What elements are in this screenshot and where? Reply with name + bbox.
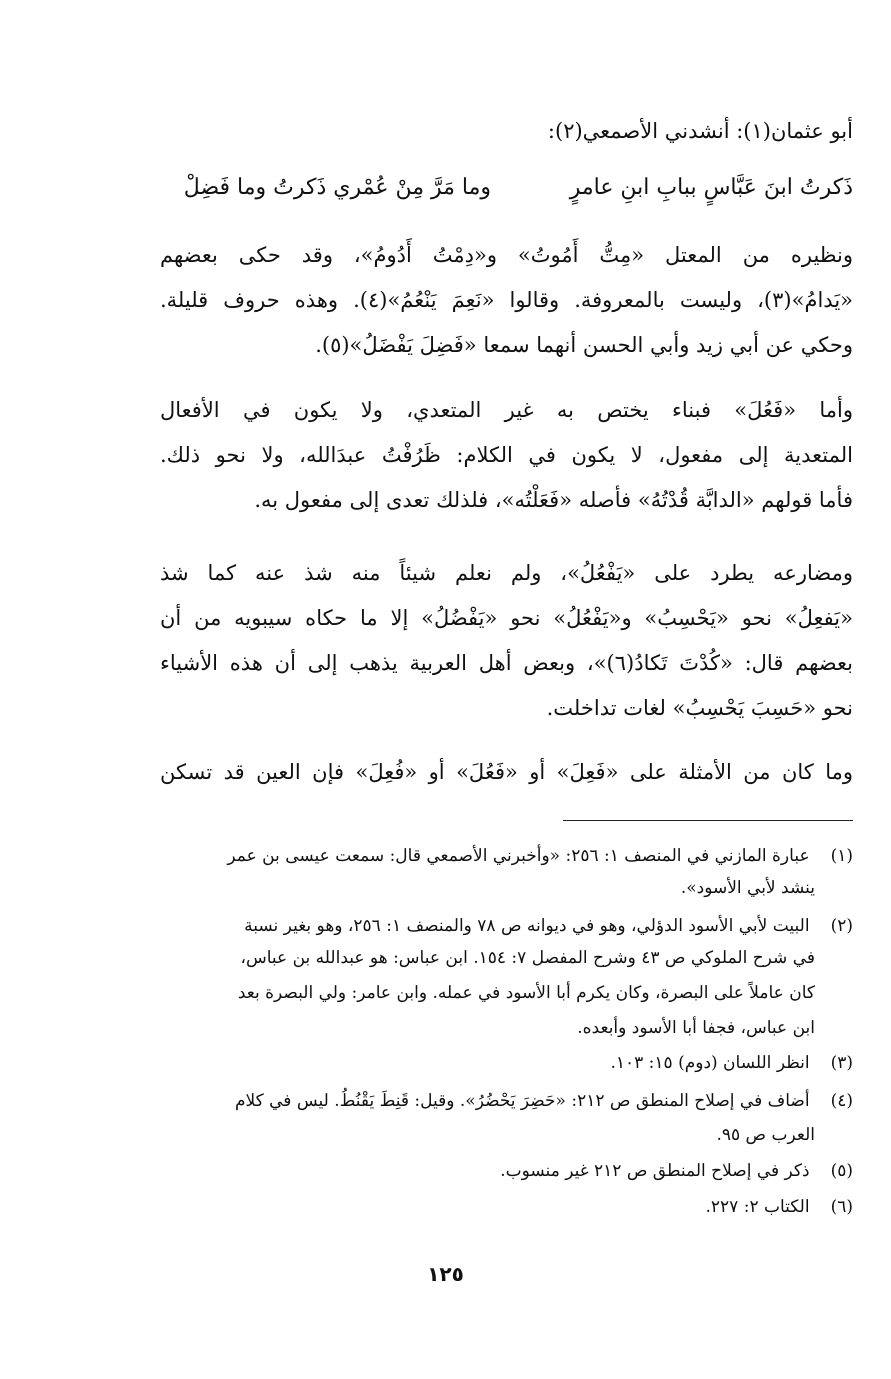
paragraph-3-line-4: نحو «حَسِبَ يَحْسِبُ» لغات تداخلت. [546, 696, 853, 720]
footnote-number: (٤) [830, 1091, 853, 1111]
paragraph-1-line-3: وحكي عن أبي زيد وأبي الحسن أنهما سمعا «فَضِلَ يَفْضَلُ»(٥). [315, 333, 853, 357]
paragraph-3-line-2: «يَفعِلُ» نحو «يَحْسِبُ» و«يَفْعُلُ» نحو «يَفْضُلُ» إلا ما حكاه سيبويه من أن [160, 606, 853, 630]
paragraph-4-line-1: وما كان من الأمثلة على «فَعِلَ» أو «فَعُلَ» أو «فُعِلَ» فإن العين قد تسكن [160, 760, 853, 784]
paragraph-3-line-3: بعضهم قال: «كُدْتَ تَكادُ(٦)»، وبعض أهل العربية يذهب إلى أن هذه الأشياء [160, 651, 853, 675]
footnote-number: (٣) [830, 1053, 853, 1073]
paragraph-1-line-2: «يَدامُ»(٣)، وليست بالمعروفة. وقالوا «نَعِمَ يَنْعُمُ»(٤). وهذه حروف قليلة. [160, 288, 854, 312]
footnote-1-continued: ينشد لأبي الأسود». [680, 878, 815, 898]
footnote-text: انظر اللسان (دوم) ١٥: ١٠٣. [610, 1053, 810, 1073]
verse-first-hemistich: ذَكرتُ ابنَ عَبَّاسٍ ببابِ ابنِ عامرٍ [569, 175, 853, 200]
footnote-2 [160, 913, 853, 939]
footnote-6 [160, 1194, 853, 1220]
footnote-number: (١) [830, 846, 853, 866]
footnote-number: (٢) [830, 916, 853, 936]
paragraph-2-line-3: فأما قولهم «الدابَّة قُدْتُهُ» فأصله «فَعَلْتُه»، فلذلك تعدى إلى مفعول به. [254, 488, 853, 512]
footnote-separator [563, 820, 853, 821]
footnote-4-continued: العرب ص ٩٥. [716, 1125, 815, 1145]
footnote-text: البيت لأبي الأسود الدؤلي، وهو في ديوانه ص ٧٨ والمنصف ١: ٢٥٦، وهو بغير نسبة [244, 916, 810, 936]
paragraph-1-line-1: ونظيره من المعتل «مِتُّ أَمُوتُ» و«دِمْتُ أَدُومُ»، وقد حكى بعضهم [160, 243, 853, 267]
footnote-text: ذكر في إصلاح المنطق ص ٢١٢ غير منسوب. [500, 1161, 810, 1181]
footnote-2-continued: كان عاملاً على البصرة، وكان يكرم أبا الأسود في عمله. وابن عامر: ولي البصرة بعد [237, 983, 815, 1003]
page-number: ١٢٥ [427, 1262, 464, 1286]
footnote-text: أضاف في إصلاح المنطق ص ٢١٢: «حَضِرَ يَحْضُرُ». وقيل: قَنِطَ يَقْنُطُ. ليس في كلام [234, 1091, 810, 1111]
footnote-3 [160, 1050, 853, 1076]
footnote-text: عبارة المازني في المنصف ١: ٢٥٦: «وأخبرني الأصمعي قال: سمعت عيسى بن عمر [227, 846, 810, 866]
footnote-2-continued: ابن عباس، فجفا أبا الأسود وأبعده. [577, 1018, 815, 1038]
footnote-5 [160, 1158, 853, 1184]
paragraph-2-line-1: وأما «فَعُلَ» فبناء يختص به غير المتعدي، ولا يكون في الأفعال [160, 398, 853, 422]
verse-second-hemistich: وما مَرَّ مِنْ عُمْري ذَكرتُ وما فَضِلْ [183, 175, 491, 200]
footnote-text: الكتاب ٢: ٢٢٧. [705, 1197, 810, 1217]
intro-line: أبو عثمان(١): أنشدني الأصمعي(٢): [547, 119, 853, 143]
footnote-number: (٥) [830, 1161, 853, 1181]
footnote-2-continued: في شرح الملوكي ص ٤٣ وشرح المفصل ٧: ١٥٤. ابن عباس: هو عبدالله بن عباس، [240, 948, 815, 968]
footnote-1 [160, 843, 853, 869]
footnote-number: (٦) [830, 1197, 853, 1217]
footnote-4 [160, 1088, 853, 1114]
paragraph-3-line-1: ومضارعه يطرد على «يَفْعُلُ»، ولم نعلم شيئاً منه شذ عنه كما شذ [160, 561, 853, 585]
paragraph-2-line-2: المتعدية إلى مفعول، لا يكون في الكلام: ظَرُفْتُ عبدَالله، ولا نحو ذلك. [160, 443, 853, 467]
